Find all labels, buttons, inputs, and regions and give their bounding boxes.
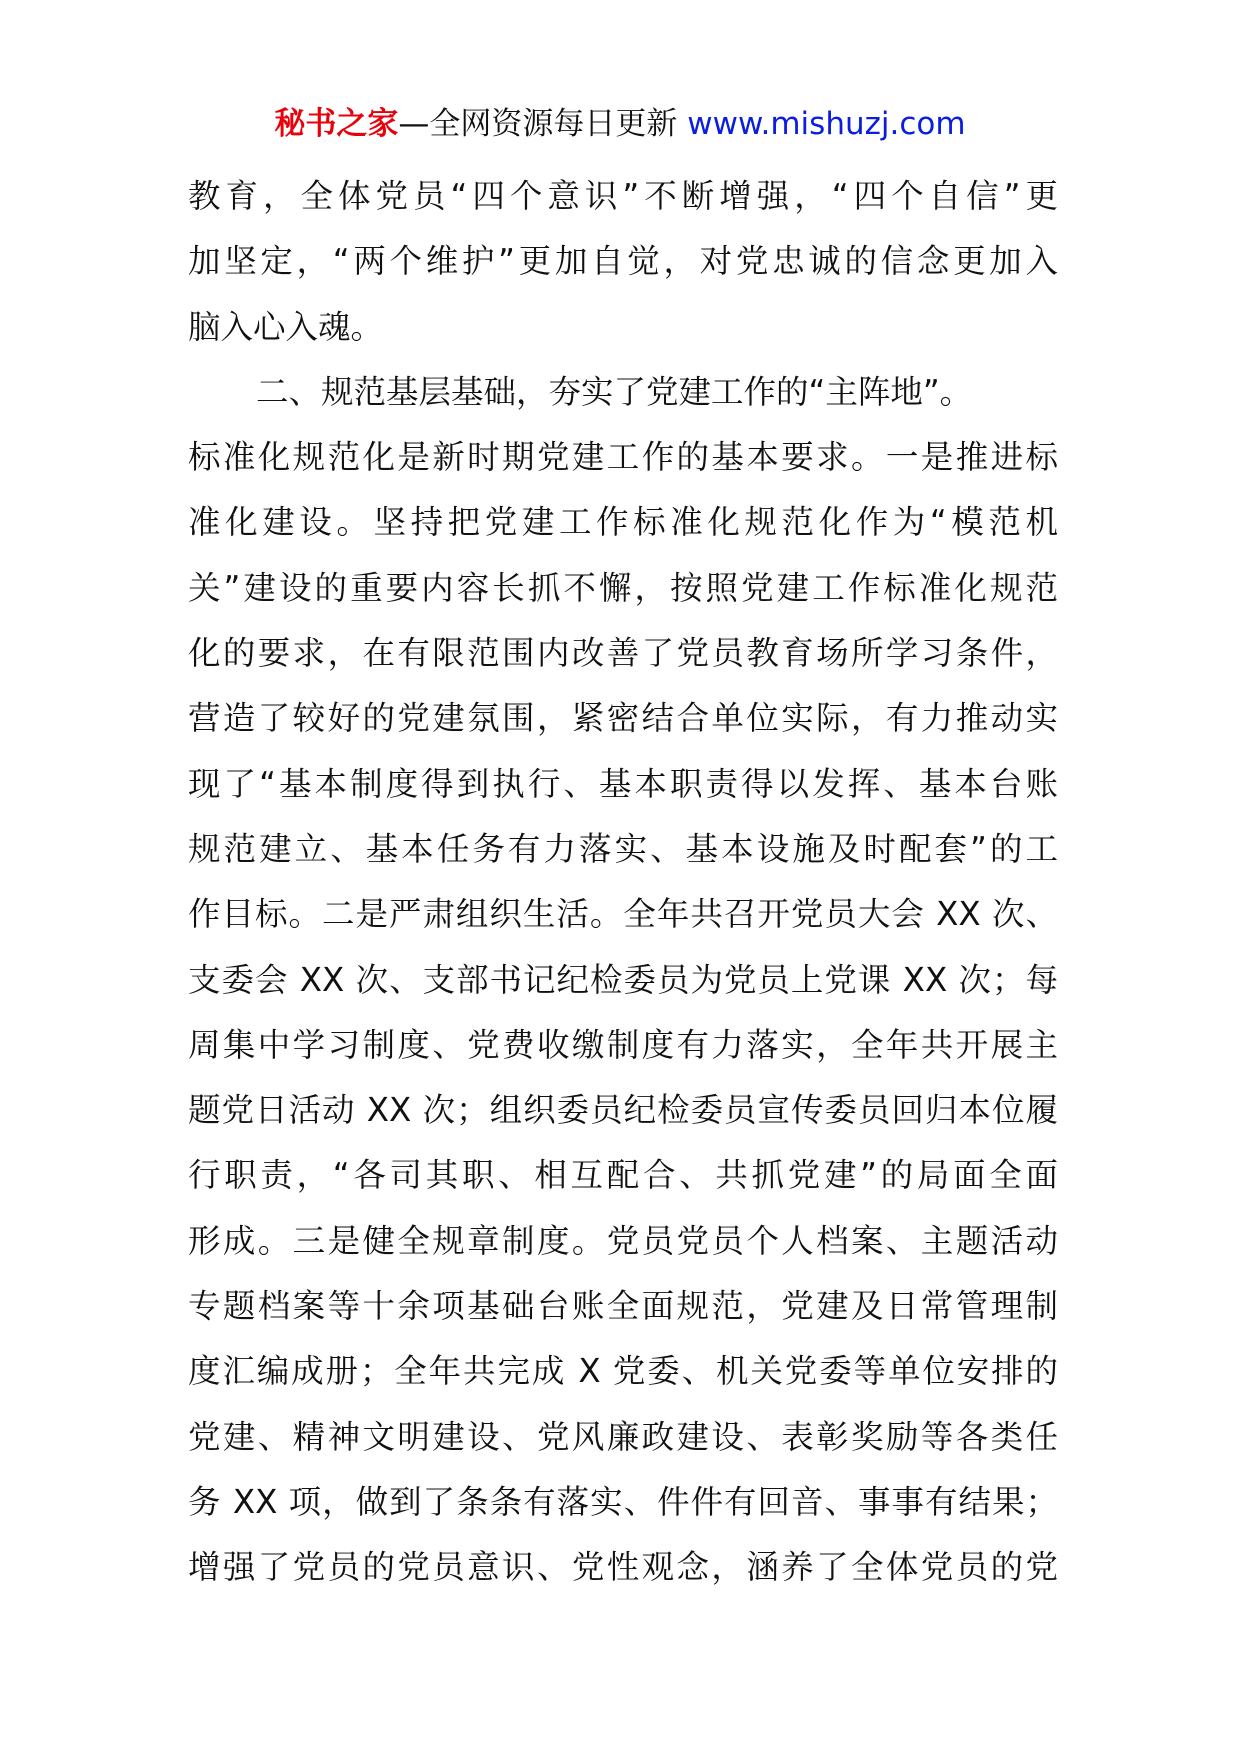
text-line: 题党日活动 XX 次；组织委员纪检委员宣传委员回归本位履 — [188, 1091, 1058, 1130]
site-tagline: —全网资源每日更新 — [398, 106, 678, 142]
text-line: 增强了党员的党员意识、党性观念，涵养了全体党员的党 — [188, 1548, 1058, 1587]
section-heading: 二、规范基层基础，夯实了党建工作的“主阵地”。 — [256, 372, 973, 411]
text-line: 专题档案等十余项基础台账全面规范，党建及日常管理制 — [188, 1287, 1058, 1326]
text-line: 周集中学习制度、党费收缴制度有力落实，全年共开展主 — [188, 1025, 1058, 1064]
text-line: 作目标。二是严肃组织生活。全年共召开党员大会 XX 次、 — [188, 895, 1058, 934]
text-line: 标准化规范化是新时期党建工作的基本要求。一是推进标 — [188, 438, 1058, 477]
text-line: 加坚定，“两个维护”更加自觉，对党忠诚的信念更加入 — [188, 242, 1058, 281]
text-line: 关”建设的重要内容长抓不懈，按照党建工作标准化规范 — [188, 568, 1058, 607]
text-line: 党建、精神文明建设、党风廉政建设、表彰奖励等各类任 — [188, 1417, 1058, 1456]
text-line: 现了“基本制度得到执行、基本职责得以发挥、基本台账 — [188, 764, 1058, 803]
text-line: 支委会 XX 次、支部书记纪检委员为党员上党课 XX 次；每 — [188, 960, 1058, 999]
text-line: 教育，全体党员“四个意识”不断增强，“四个自信”更 — [188, 177, 1058, 215]
document-body — [188, 164, 1058, 1601]
text-line: 务 XX 项，做到了条条有落实、件件有回音、事事有结果； — [188, 1482, 1058, 1521]
text-line: 度汇编成册；全年共完成 X 党委、机关党委等单位安排的 — [188, 1352, 1058, 1391]
text-line: 行职责，“各司其职、相互配合、共抓党建”的局面全面 — [188, 1156, 1058, 1195]
text-line: 形成。三是健全规章制度。党员党员个人档案、主题活动 — [188, 1221, 1058, 1260]
text-line: 准化建设。坚持把党建工作标准化规范化作为“模范机 — [188, 503, 1058, 542]
text-line: 脑入心入魂。 — [188, 307, 384, 346]
text-line: 营造了较好的党建氛围，紧密结合单位实际，有力推动实 — [188, 699, 1058, 738]
text-line: 规范建立、基本任务有力落实、基本设施及时配套”的工 — [188, 829, 1058, 868]
site-url[interactable]: www.mishuzj.com — [687, 106, 966, 142]
site-brand: 秘书之家 — [274, 106, 399, 142]
text-line: 化的要求，在有限范围内改善了党员教育场所学习条件， — [188, 634, 1058, 673]
watermark-header — [0, 102, 1240, 146]
